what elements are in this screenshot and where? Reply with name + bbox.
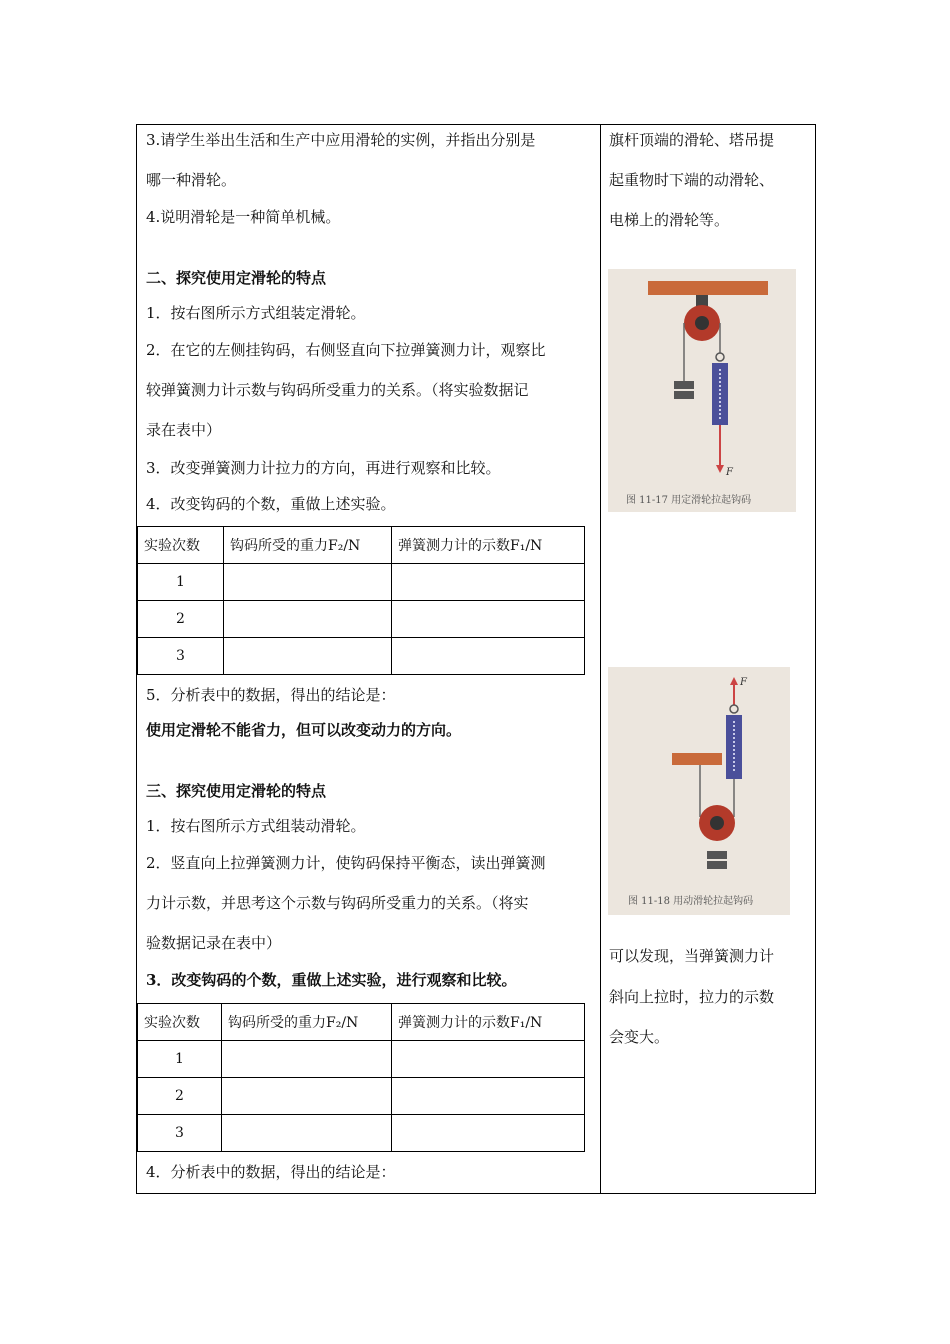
weight-cell[interactable] — [222, 1078, 392, 1115]
s2-step-3: 3．改变弹簧测力计拉力的方向，再进行观察和比较。 — [146, 459, 501, 477]
note-2-line-1: 可以发现，当弹簧测力计 — [609, 947, 775, 965]
force-label: F — [740, 677, 747, 688]
table-header-row — [138, 1004, 585, 1041]
reading-cell[interactable] — [392, 1115, 585, 1152]
s3-step-4: 4．分析表中的数据，得出的结论是： — [146, 1163, 396, 1181]
section-3-heading: 三、探究使用定滑轮的特点 — [146, 782, 327, 800]
data-table-2 — [137, 1003, 585, 1152]
step-3-line-1: 3.请学生举出生活和生产中应用滑轮的实例，并指出分别是 — [146, 131, 536, 149]
reading-cell[interactable] — [392, 1078, 585, 1115]
s2-step-2-line-2: 较弹簧测力计示数与钩码所受重力的关系。（将实验数据记 — [146, 381, 529, 399]
weight-1 — [674, 381, 694, 389]
column-divider — [600, 125, 601, 1193]
note-2-line-3: 会变大。 — [609, 1028, 670, 1046]
s3-step-3: 3．改变钩码的个数，重做上述实验，进行观察和比较。 — [146, 971, 517, 989]
header-cell: 钩码所受的重力F₂/N — [224, 527, 392, 564]
note-2-line-2: 斜向上拉时，拉力的示数 — [609, 988, 775, 1006]
trial-number: 2 — [138, 1078, 222, 1115]
table-header-row — [138, 527, 585, 564]
s2-step-2-line-1: 2．在它的左侧挂钩码，右侧竖直向下拉弹簧测力计，观察比 — [146, 341, 546, 359]
fixed-pulley-illustration — [608, 269, 796, 512]
s2-step-4: 4．改变钩码的个数，重做上述实验。 — [146, 495, 396, 513]
trial-number: 2 — [138, 601, 224, 638]
section-2-heading: 二、探究使用定滑轮的特点 — [146, 269, 327, 287]
trial-number: 3 — [138, 638, 224, 675]
s2-step-1: 1．按右图所示方式组装定滑轮。 — [146, 304, 366, 322]
movable-pulley-figure — [608, 667, 790, 915]
table-row — [138, 1078, 585, 1115]
s2-conclusion: 使用定滑轮不能省力，但可以改变动力的方向。 — [146, 721, 462, 739]
weight-cell[interactable] — [224, 601, 392, 638]
table-row — [138, 638, 585, 675]
s3-step-1: 1．按右图所示方式组装动滑轮。 — [146, 817, 366, 835]
note-1-line-3: 电梯上的滑轮等。 — [609, 211, 730, 229]
step-4-text: 4.说明滑轮是一种简单机械。 — [146, 208, 341, 226]
trial-number: 1 — [138, 564, 224, 601]
trial-number: 3 — [138, 1115, 222, 1152]
fixed-pulley-figure — [608, 269, 796, 512]
step-3-line-2: 哪一种滑轮。 — [146, 171, 237, 189]
hook-top — [730, 705, 738, 713]
weight-cell[interactable] — [222, 1041, 392, 1078]
weight-2 — [674, 391, 694, 399]
weight-cell[interactable] — [222, 1115, 392, 1152]
weight-cell[interactable] — [224, 638, 392, 675]
note-1-line-1: 旗杆顶端的滑轮、塔吊提 — [609, 131, 775, 149]
table-row — [138, 1115, 585, 1152]
reading-cell[interactable] — [392, 564, 585, 601]
ceiling-beam — [648, 281, 768, 295]
force-label: F — [726, 467, 733, 478]
data-table-1 — [137, 526, 585, 675]
lesson-table — [136, 124, 816, 1194]
movable-pulley-illustration — [608, 667, 790, 915]
header-cell: 钩码所受的重力F₂/N — [222, 1004, 392, 1041]
s3-step-2-line-2: 力计示数，并思考这个示数与钩码所受重力的关系。（将实 — [146, 894, 529, 912]
force-arrow — [716, 465, 724, 473]
s3-step-2-line-3: 验数据记录在表中） — [146, 934, 282, 952]
table-row — [138, 1041, 585, 1078]
header-cell: 弹簧测力计的示数F₁/N — [392, 1004, 585, 1041]
reading-cell[interactable] — [392, 1041, 585, 1078]
anchor-beam — [672, 753, 722, 765]
header-cell: 实验次数 — [138, 527, 224, 564]
weight-2 — [707, 861, 727, 869]
hook — [716, 353, 724, 361]
note-1-line-2: 起重物时下端的动滑轮、 — [609, 171, 775, 189]
force-arrow — [730, 677, 738, 685]
header-cell: 弹簧测力计的示数F₁/N — [392, 527, 585, 564]
reading-cell[interactable] — [392, 601, 585, 638]
pulley-axle — [695, 316, 709, 330]
table-row — [138, 601, 585, 638]
header-cell: 实验次数 — [138, 1004, 222, 1041]
table-row — [138, 564, 585, 601]
weight-1 — [707, 851, 727, 859]
reading-cell[interactable] — [392, 638, 585, 675]
weight-cell[interactable] — [224, 564, 392, 601]
figure-2-caption: 图 11-18 用动滑轮拉起钩码 — [628, 896, 754, 907]
trial-number: 1 — [138, 1041, 222, 1078]
s2-step-2-line-3: 录在表中） — [146, 421, 222, 439]
pulley-axle — [710, 816, 724, 830]
s3-step-2-line-1: 2．竖直向上拉弹簧测力计，使钩码保持平衡态，读出弹簧测 — [146, 854, 546, 872]
figure-1-caption: 图 11-17 用定滑轮拉起钩码 — [626, 495, 752, 506]
s2-step-5: 5．分析表中的数据，得出的结论是： — [146, 686, 396, 704]
